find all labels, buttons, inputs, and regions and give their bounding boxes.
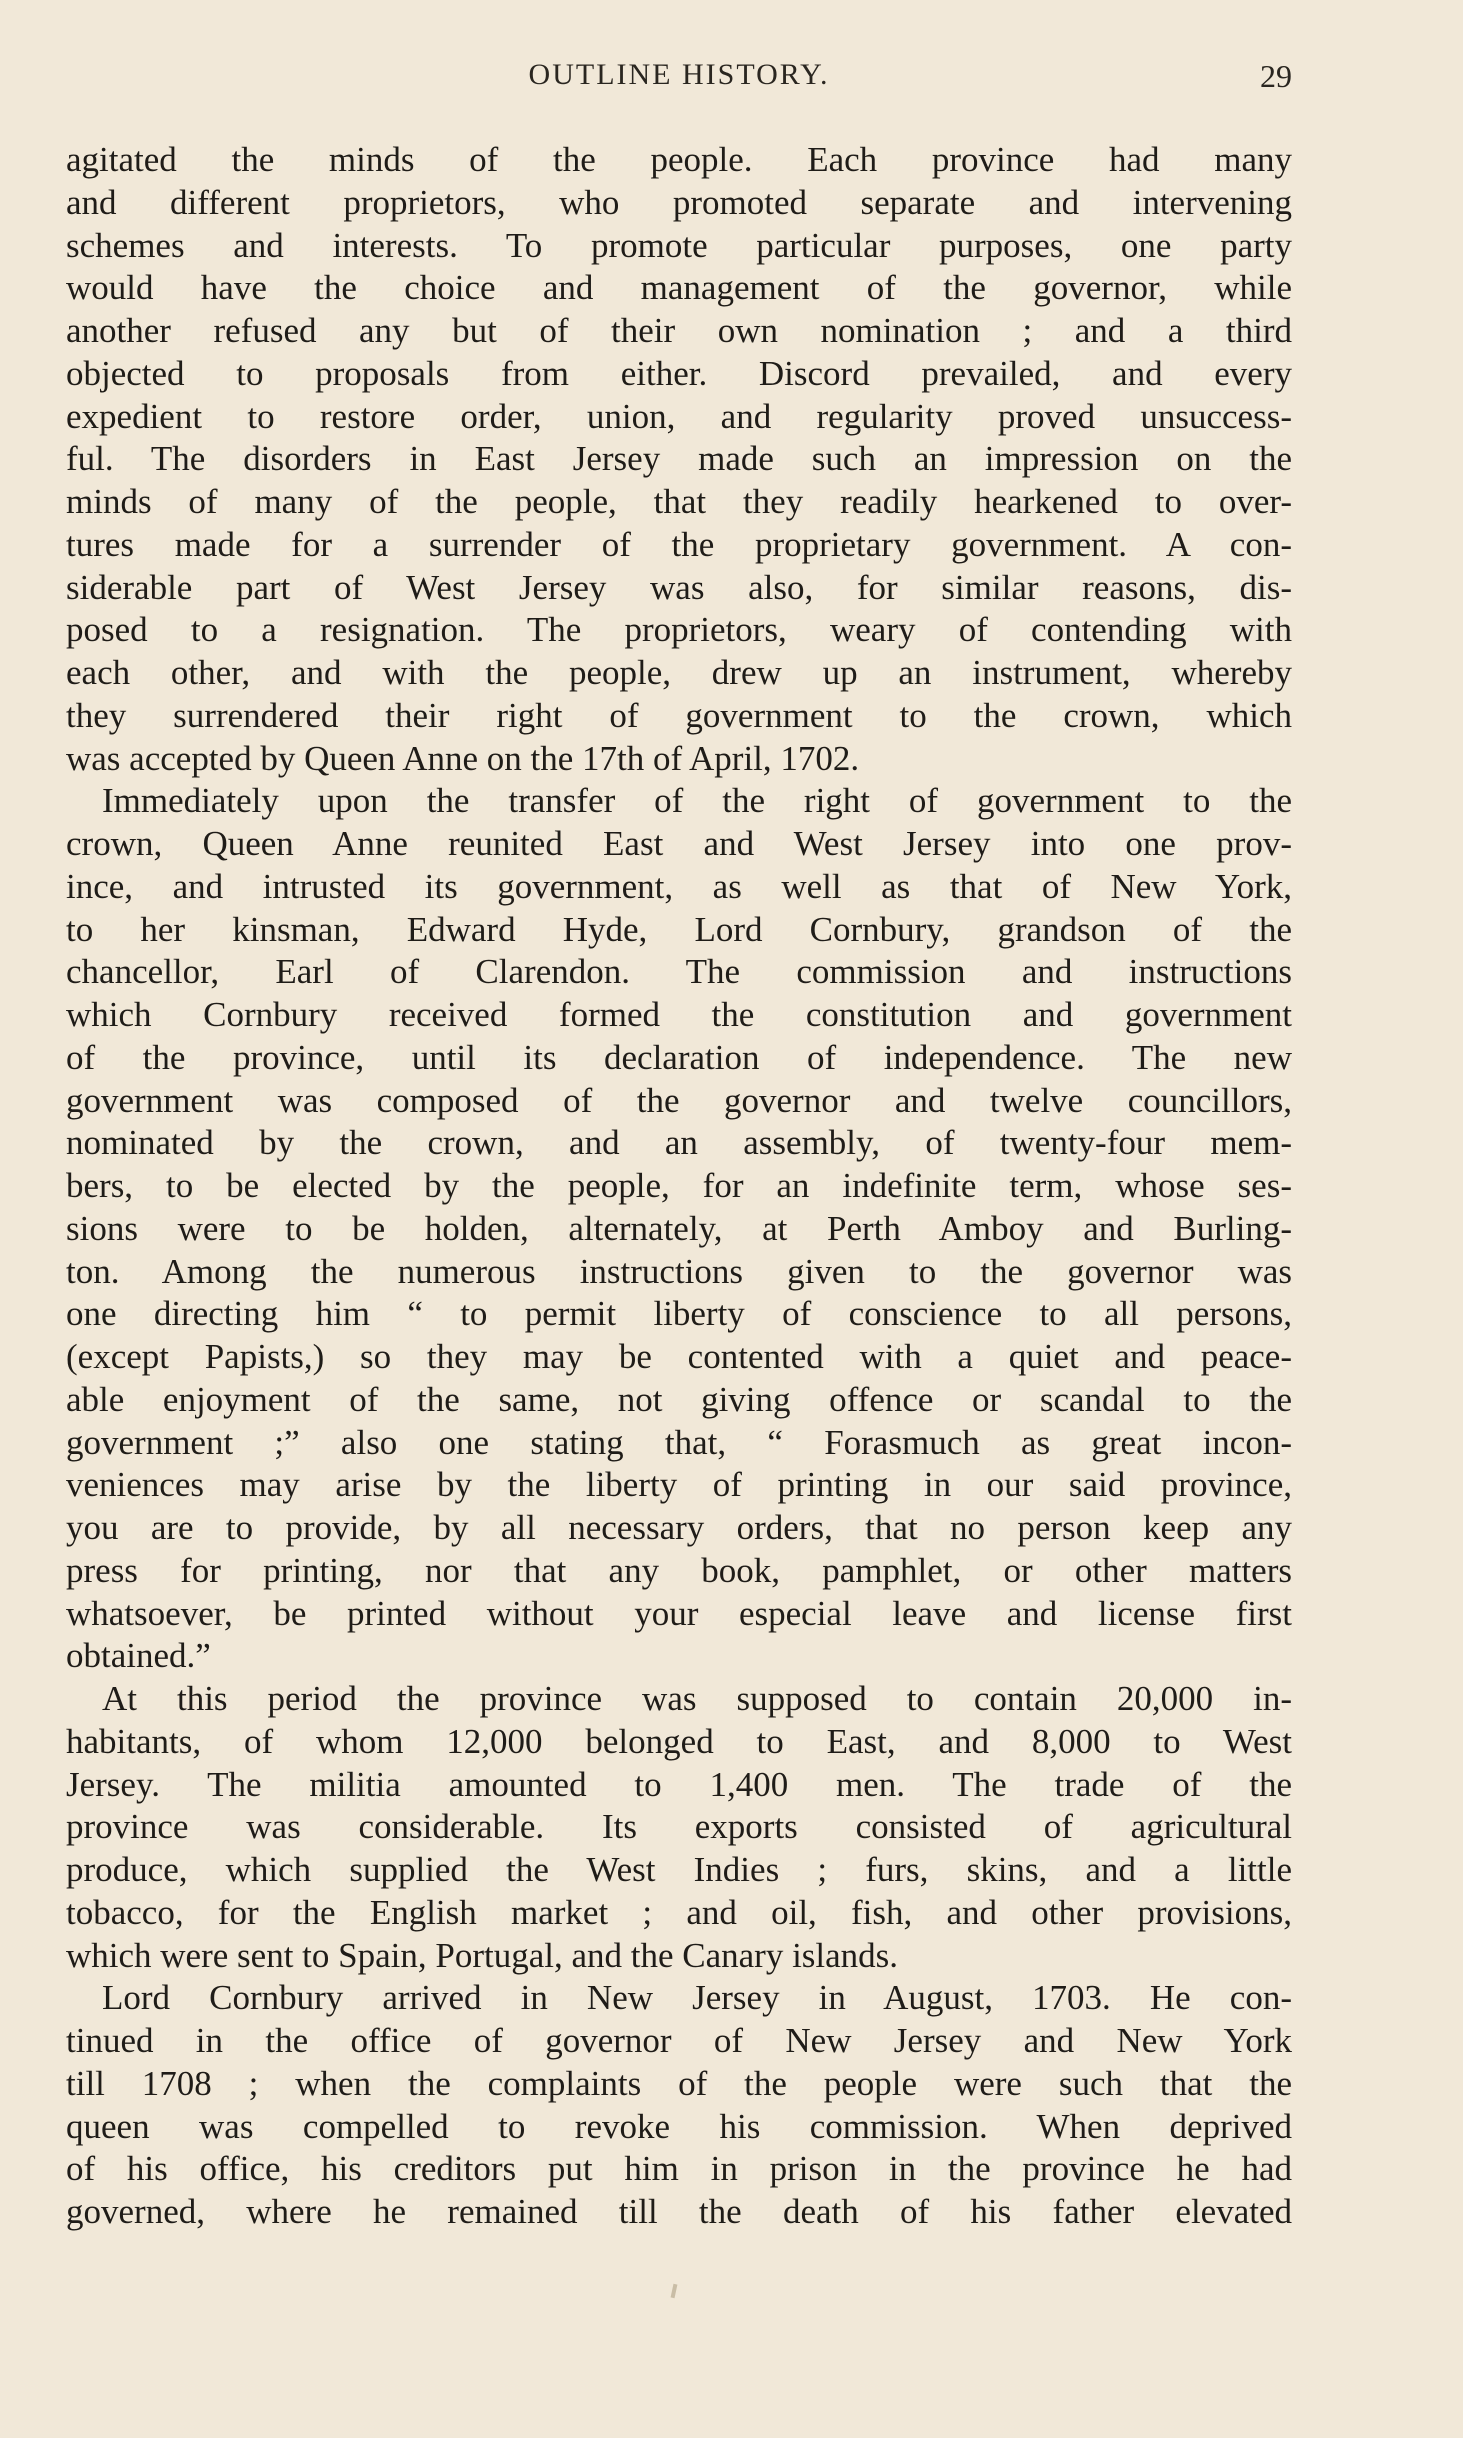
- text-line: and different proprietors, who promoted separate and intervening: [66, 182, 1292, 222]
- text-line: expedient to restore order, union, and regularity proved unsuccess-: [66, 396, 1292, 436]
- text-line: they surrendered their right of government to the crown, which: [66, 695, 1292, 735]
- text-line: you are to provide, by all necessary orders, that no person keep any: [66, 1508, 1292, 1547]
- text-line: of his office, his creditors put him in prison in the province he had: [66, 2149, 1292, 2189]
- page-number: 29: [1260, 58, 1292, 94]
- text-line: sions were to be holden, alternately, at Perth Amboy and Burling-: [66, 1208, 1292, 1248]
- text-line: At this period the province was supposed to contain 20,000 in-: [102, 1679, 1292, 1718]
- text-line: agitated the minds of the people. Each province had many: [66, 140, 1292, 179]
- text-line: siderable part of West Jersey was also, for similar reasons, dis-: [66, 567, 1292, 607]
- text-line: nominated by the crown, and an assembly, of twenty-four mem-: [66, 1123, 1292, 1163]
- paper-blemish: [671, 2284, 678, 2299]
- text-line: whatsoever, be printed without your especial leave and license first: [66, 1593, 1292, 1633]
- text-line: obtained.”: [66, 1636, 211, 1676]
- text-line: ful. The disorders in East Jersey made such an impression on the: [66, 439, 1292, 479]
- text-line: bers, to be elected by the people, for an indefinite term, whose ses-: [66, 1166, 1292, 1205]
- text-line: ton. Among the numerous instructions given to the governor was: [66, 1251, 1292, 1291]
- text-line: tobacco, for the English market ; and oil, fish, and other provisions,: [66, 1892, 1292, 1932]
- text-line: province was considerable. Its exports consisted of agricultural: [66, 1807, 1292, 1847]
- text-line: posed to a resignation. The proprietors, weary of contending with: [66, 610, 1292, 650]
- text-line: would have the choice and management of the governor, while: [66, 268, 1292, 308]
- text-line: press for printing, nor that any book, pamphlet, or other matters: [66, 1550, 1292, 1590]
- text-line: able enjoyment of the same, not giving offence or scandal to the: [66, 1379, 1292, 1419]
- text-line: one directing him “ to permit liberty of conscience to all persons,: [66, 1294, 1292, 1334]
- text-line: government ;” also one stating that, “ Forasmuch as great incon-: [66, 1422, 1292, 1462]
- text-line: (except Papists,) so they may be contented with a quiet and peace-: [66, 1337, 1292, 1376]
- text-line: minds of many of the people, that they readily hearkened to over-: [66, 482, 1292, 521]
- text-line: crown, Queen Anne reunited East and West Jersey into one prov-: [66, 824, 1292, 863]
- running-title: OUTLINE HISTORY.: [528, 58, 830, 91]
- text-line: objected to proposals from either. Discord prevailed, and every: [66, 353, 1292, 393]
- text-line: schemes and interests. To promote particular purposes, one party: [66, 225, 1292, 265]
- text-line: another refused any but of their own nomination ; and a third: [66, 311, 1292, 350]
- text-line: to her kinsman, Edward Hyde, Lord Cornbury, grandson of the: [66, 909, 1292, 949]
- text-line: Lord Cornbury arrived in New Jersey in August, 1703. He con-: [102, 1978, 1292, 2018]
- text-line: habitants, of whom 12,000 belonged to East, and 8,000 to West: [66, 1721, 1292, 1761]
- text-line: government was composed of the governor and twelve councillors,: [66, 1080, 1292, 1120]
- text-line: tures made for a surrender of the proprietary government. A con-: [66, 524, 1292, 564]
- text-line: veniences may arise by the liberty of printing in our said province,: [66, 1465, 1292, 1505]
- text-line: of the province, until its declaration of independence. The new: [66, 1037, 1292, 1077]
- text-line: tinued in the office of governor of New Jersey and New York: [66, 2021, 1292, 2060]
- body-text: [66, 139, 1292, 2234]
- text-line: which Cornbury received formed the constitution and government: [66, 995, 1292, 1034]
- text-line: was accepted by Queen Anne on the 17th of April, 1702.: [66, 738, 860, 778]
- text-line: chancellor, Earl of Clarendon. The commission and instructions: [66, 952, 1292, 992]
- text-line: Immediately upon the transfer of the right of government to the: [102, 781, 1292, 821]
- text-line: Jersey. The militia amounted to 1,400 men. The trade of the: [66, 1764, 1292, 1804]
- text-line: produce, which supplied the West Indies ; furs, skins, and a little: [66, 1850, 1292, 1889]
- text-line: till 1708 ; when the complaints of the people were such that the: [66, 2063, 1292, 2103]
- text-line: which were sent to Spain, Portugal, and the Canary islands.: [66, 1935, 899, 1975]
- running-head: [66, 58, 1292, 108]
- text-line: each other, and with the people, drew up an instrument, whereby: [66, 653, 1292, 692]
- text-line: ince, and intrusted its government, as well as that of New York,: [66, 866, 1292, 906]
- text-line: queen was compelled to revoke his commission. When deprived: [66, 2106, 1292, 2146]
- text-line: governed, where he remained till the death of his father elevated: [66, 2192, 1292, 2231]
